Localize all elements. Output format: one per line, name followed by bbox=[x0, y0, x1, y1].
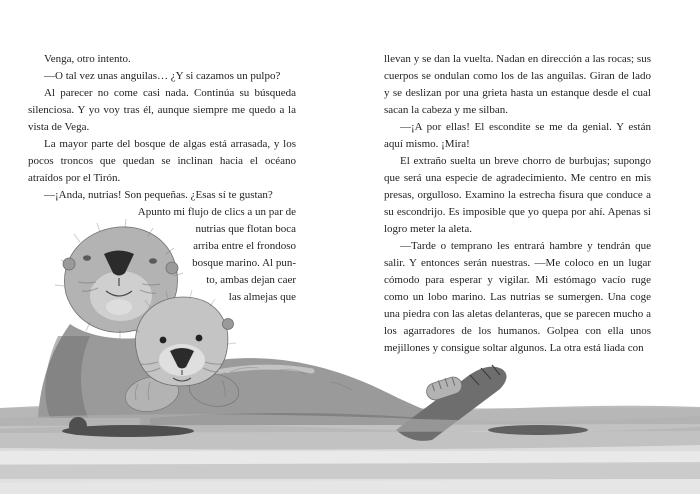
kelp-shadow-left bbox=[62, 425, 194, 437]
wrapped-line: las almejas que bbox=[228, 291, 296, 303]
wrapped-line: arriba entre el frondoso bbox=[193, 240, 296, 252]
paragraph: Al parecer no come casi nada. Continúa su búsqueda silenciosa. Y yo voy tras él, aunque siempre me quedo a la vista de Vega. bbox=[28, 87, 296, 133]
paragraph: —¡A por ellas! El escondite se me da genial. Y están aquí mismo. ¡Mira! bbox=[384, 121, 651, 150]
pup-eye-right bbox=[196, 335, 203, 342]
paragraph: —O tal vez unas anguilas… ¿Y si cazamos un pulpo? bbox=[44, 70, 281, 82]
paragraph: —Tarde o temprano les entrará hambre y tendrán que salir. Y entonces serán nuestras. —Me coloco en un lugar cómodo para esperar y vigilar. Mi estómago vacío ruge como un lobo marino. Las nutrias se sumergen. Una coge una piedra con las aletas delanteras, que se parecen mucho a los agarradores de los humanos. Golpea con ella unos mejillones y consigue soltar algunos. La otra está liada con bbox=[384, 240, 651, 354]
wrapped-text-block bbox=[28, 204, 296, 306]
pup-ear bbox=[223, 319, 234, 330]
paragraph: —¡Anda, nutrias! Son pequeñas. ¿Esas sí te gustan? bbox=[44, 189, 273, 201]
paragraph: La mayor parte del bosque de algas está arrasada, y los pocos troncos que quedan se inclinan hacia el océano atraídos por el Tirón. bbox=[28, 138, 296, 184]
paragraph: llevan y se dan la vuelta. Nadan en dirección a las rocas; sus cuerpos se ondulan como los de las anguilas. Giran de lado y se deslizan por una grieta hasta un estanque desde el cual sacan la cabeza y me silban. bbox=[384, 53, 651, 116]
wrapped-line: bosque marino. Al pun- bbox=[192, 257, 296, 269]
kelp-shadow-right bbox=[488, 425, 588, 435]
right-text-column bbox=[384, 51, 651, 357]
pup-eye-left bbox=[160, 337, 167, 344]
wrapped-line: to, ambas dejan caer bbox=[206, 274, 296, 286]
paragraph: Venga, otro intento. bbox=[44, 53, 131, 65]
left-text-column bbox=[28, 51, 296, 306]
left-paragraphs bbox=[28, 51, 296, 204]
right-paragraphs bbox=[384, 51, 651, 357]
paragraph: El extraño suelta un breve chorro de burbujas; supongo que será una especie de agradecimiento. Me centro en mis presas, orgulloso. Examino la estrecha fisura que conduce a su escondrijo. Es imposible que yo quepa por ahí. Apenas si logro meter la aleta. bbox=[384, 155, 651, 235]
wrapped-line: nutrias que flotan boca bbox=[195, 223, 296, 235]
wrapped-line: Apunto mi flujo de clics a un par de bbox=[137, 206, 296, 218]
